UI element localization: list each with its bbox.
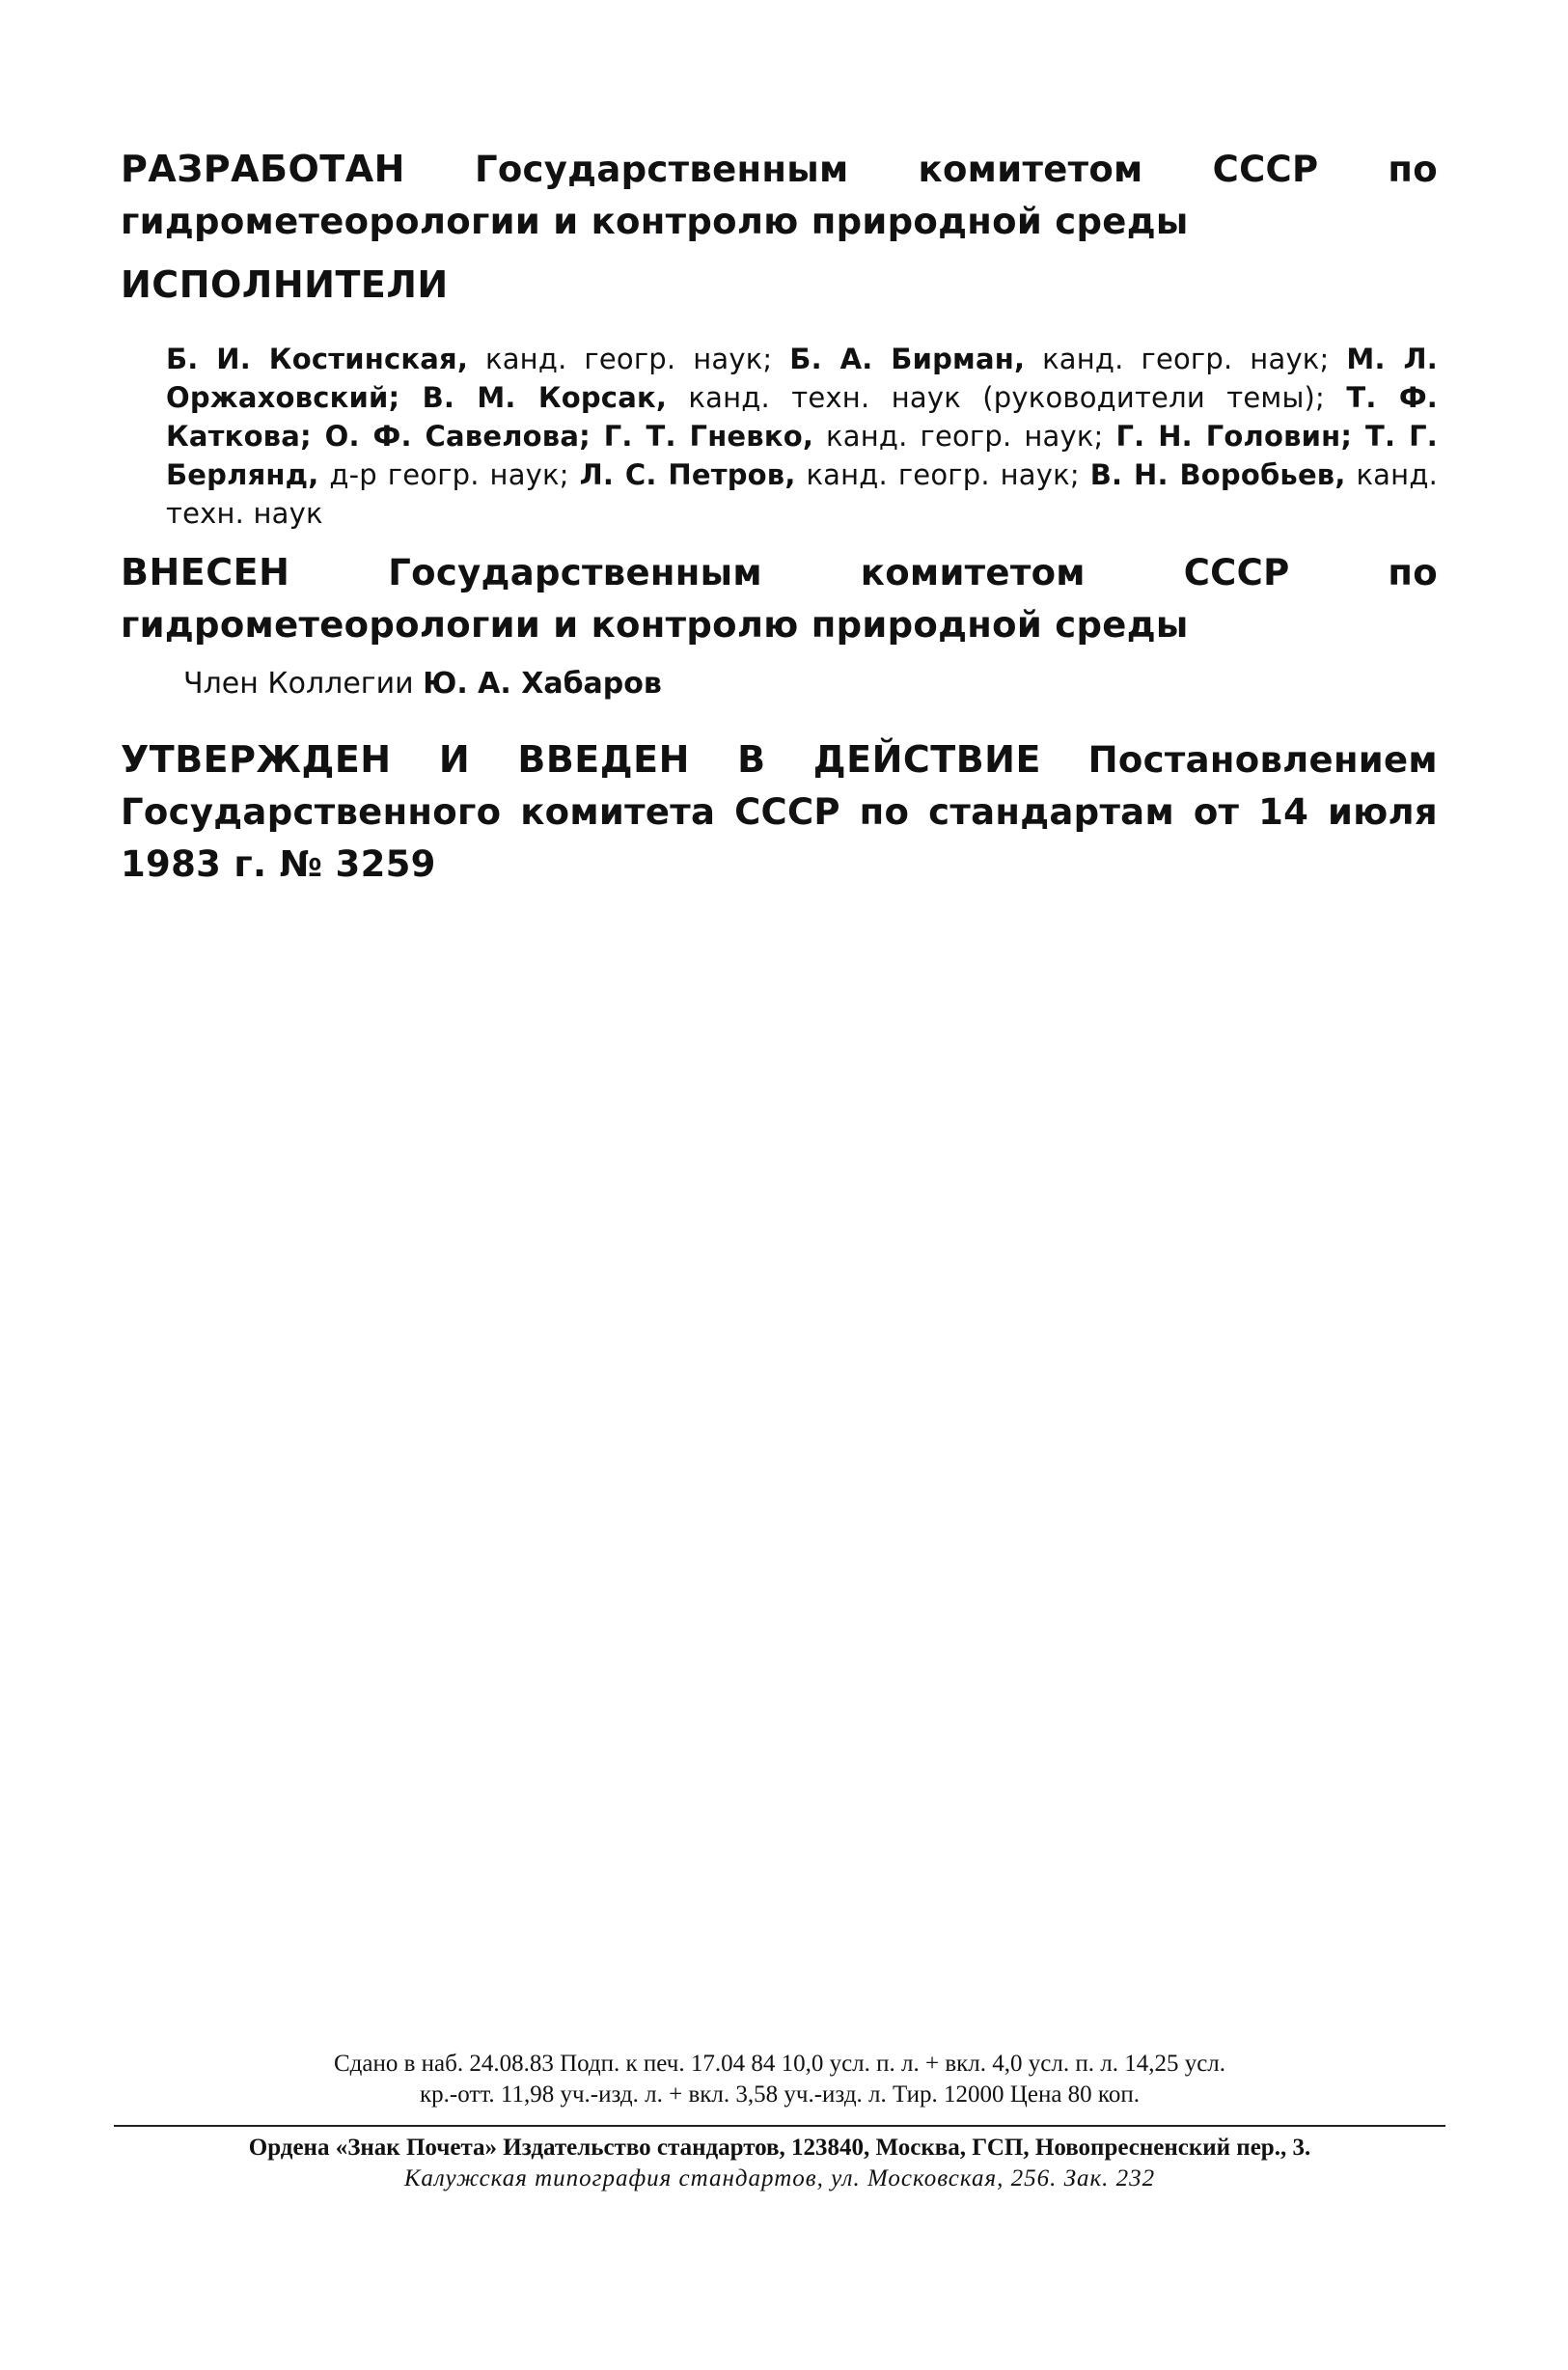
author-degree: канд. геогр. наук; bbox=[813, 420, 1116, 453]
approved-lead: УТВЕРЖДЕН И ВВЕДЕН В ДЕЙСТВИЕ bbox=[121, 738, 1041, 781]
author-degree: д-р геогр. наук; bbox=[318, 458, 580, 491]
author-name: В. Н. Воробьев, bbox=[1089, 458, 1346, 491]
developed-text: Государственным комитетом СССР по гидрометеорологии и контролю природной среды bbox=[121, 149, 1438, 242]
author-name: Б. И. Костинская, bbox=[166, 343, 469, 375]
approved-text: Постановлением Государственного комитета СССР по стандартам от 14 июля 1983 г. № 3259 bbox=[121, 739, 1438, 885]
author-name: М. Л. Оржаховский; bbox=[166, 343, 1438, 414]
submitted-paragraph bbox=[121, 546, 1438, 651]
author-name: В. М. Корсак, bbox=[422, 381, 668, 414]
submitted-text: Государственным комитетом СССР по гидрометеорологии и контролю природной среды bbox=[121, 552, 1438, 646]
approved-paragraph bbox=[121, 733, 1438, 891]
author-degree: канд. геогр. наук; bbox=[1025, 343, 1347, 375]
executors-list bbox=[166, 340, 1438, 533]
developed-paragraph bbox=[121, 143, 1438, 248]
author-degree: канд. геогр. наук; bbox=[795, 458, 1090, 491]
author-degree: канд. техн. наук bbox=[166, 458, 1438, 530]
author-name: Г. Н. Головин; bbox=[1115, 420, 1366, 453]
board-member-role: Член Коллегии bbox=[183, 667, 424, 701]
author-name: О. Ф. Савелова; bbox=[324, 420, 604, 453]
author-name: Т. Ф. Каткова; bbox=[166, 381, 1438, 453]
author-degree: канд. техн. наук (руководители темы); bbox=[667, 381, 1347, 414]
author-degree: канд. геогр. наук; bbox=[468, 343, 790, 375]
colophon-line: кр.-отт. 11,98 уч.-изд. л. + вкл. 3,58 уч.-изд. л. Тир. 12000 Цена 80 коп. bbox=[420, 2081, 1140, 2108]
executors-title: ИСПОЛНИТЕЛИ bbox=[121, 263, 449, 306]
author-name: Б. А. Бирман, bbox=[789, 343, 1026, 375]
author-name: Г. Т. Гневко, bbox=[603, 420, 814, 453]
developed-lead: РАЗРАБОТАН bbox=[121, 148, 405, 190]
board-member-name: Ю. А. Хабаров bbox=[423, 667, 662, 701]
colophon bbox=[114, 2049, 1445, 2110]
imprint-publisher: Ордена «Знак Почета» Издательство стандартов, 123840, Москва, ГСП, Новопресненский пер., 3. bbox=[248, 2135, 1311, 2161]
publisher-imprint bbox=[114, 2133, 1445, 2194]
author-name: Л. С. Петров, bbox=[579, 458, 796, 491]
imprint-printer: Калужская типография стандартов, ул. Московская, 256. Зак. 232 bbox=[403, 2165, 1156, 2191]
author-name: Т. Г. Берлянд, bbox=[166, 420, 1438, 491]
colophon-divider bbox=[114, 2125, 1445, 2127]
submitted-lead: ВНЕСЕН bbox=[121, 551, 290, 593]
colophon-line: Сдано в наб. 24.08.83 Подп. к печ. 17.04 84 10,0 усл. п. л. + вкл. 4,0 усл. п. л. 14,25 усл. bbox=[333, 2051, 1226, 2077]
board-member bbox=[183, 664, 1341, 704]
